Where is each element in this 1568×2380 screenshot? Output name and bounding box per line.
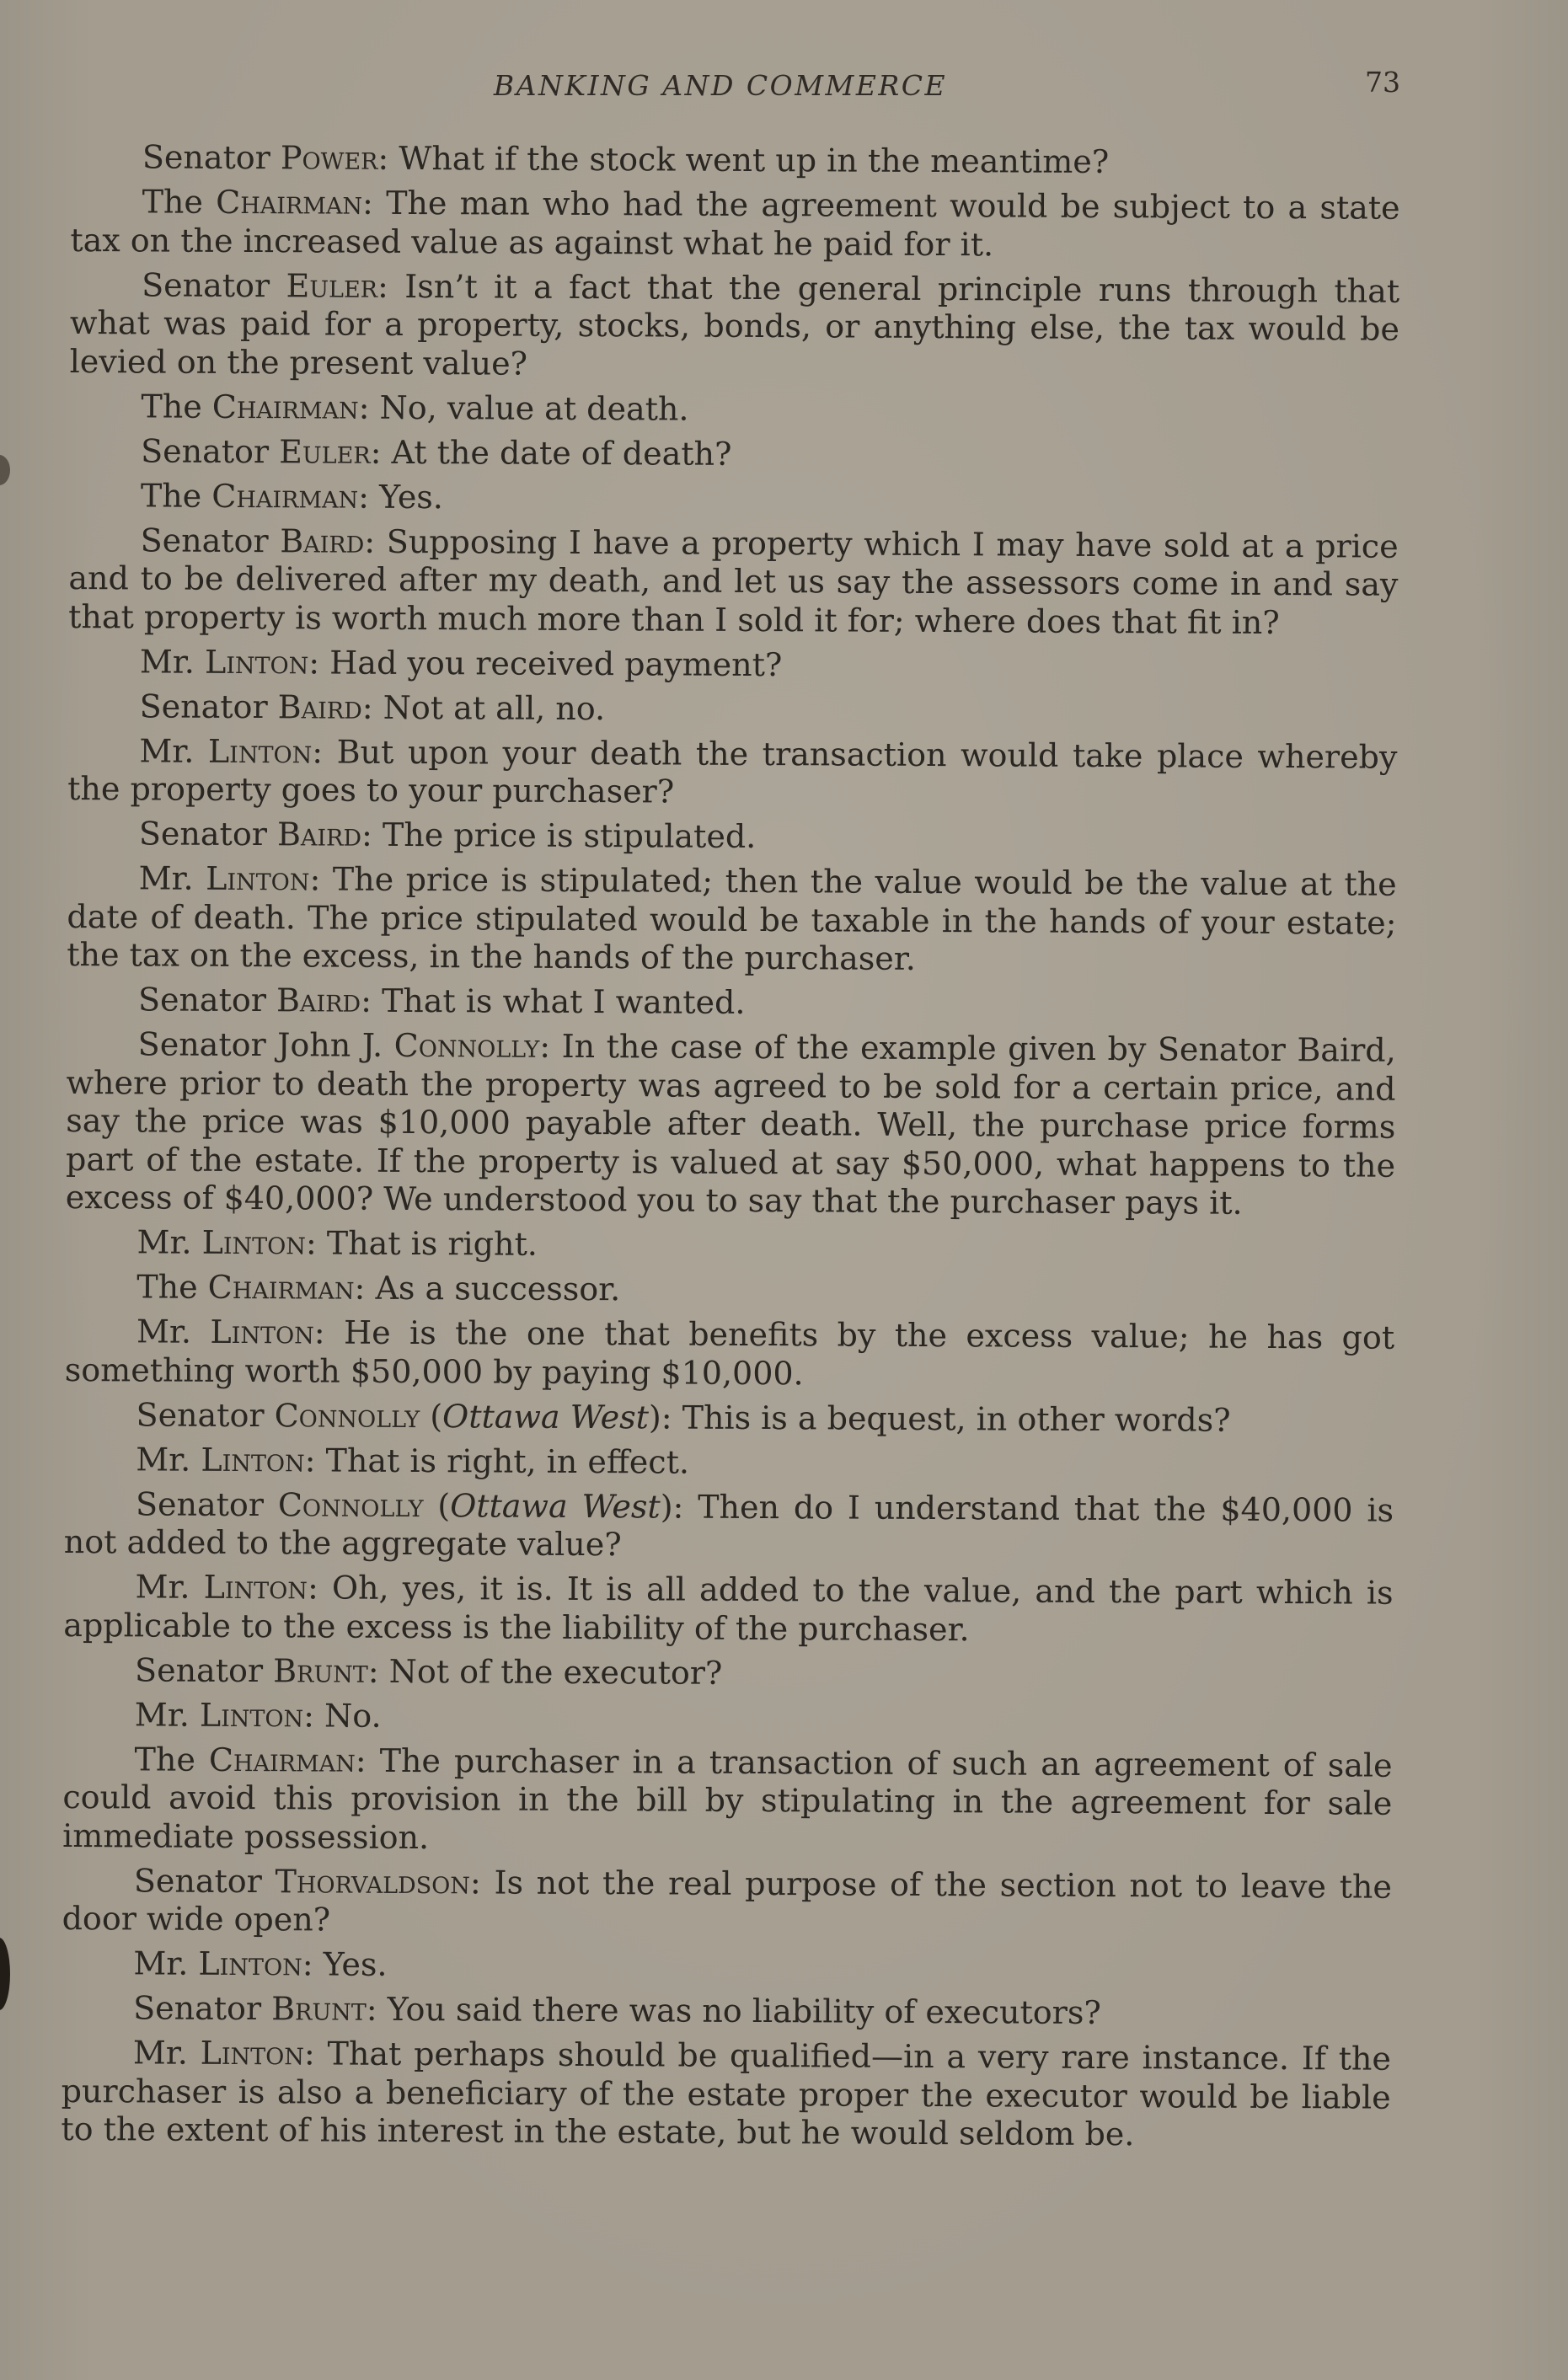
speaker-colon: : xyxy=(354,1269,366,1307)
transcript-paragraph xyxy=(65,1223,1394,1268)
speaker-name: Baird xyxy=(280,521,365,560)
speaker-name: Chairman xyxy=(207,1268,355,1307)
speaker-name: Power xyxy=(280,139,378,177)
speech-text: The purchaser in a transaction of such an agreement of sale could avoid this provision in the bill by stipulating in the agreement for sale immediate possession. xyxy=(62,1741,1393,1856)
transcript-paragraph xyxy=(62,1989,1391,2034)
transcript-paragraph xyxy=(63,1650,1393,1695)
speech-text: Had you received payment? xyxy=(319,643,783,683)
speech-text: As a successor. xyxy=(365,1269,621,1308)
transcript-paragraph xyxy=(68,687,1398,731)
speaker-colon: : xyxy=(367,1652,379,1690)
speaker-colon: : xyxy=(313,1313,325,1351)
speaker-title: Mr. xyxy=(136,1223,202,1261)
speech-text: Is not the real purpose of the section not to leave the door wide open? xyxy=(62,1863,1392,1939)
speaker-constituency: Ottawa West xyxy=(442,1397,650,1436)
speaker-name: Linton xyxy=(201,1441,305,1479)
speaker-title: The xyxy=(142,183,217,221)
transcript-paragraph xyxy=(62,1861,1392,1944)
speaker-name: Euler xyxy=(286,266,378,305)
speaker-title: Mr. xyxy=(136,1313,211,1350)
speech-text: That perhaps should be qualified—in a very rare instance. If the purchaser is also a beneficiary of the estate proper the executor would be liable to the extent of his interest in the estate, but he would seldom be. xyxy=(61,2035,1392,2153)
running-head: BANKING AND COMMERCE xyxy=(493,69,948,102)
speaker-colon: : xyxy=(361,688,373,726)
speaker-colon: : xyxy=(358,478,370,516)
speech-text: That is what I wanted. xyxy=(371,981,746,1021)
speech-text: At the date of death? xyxy=(381,433,732,473)
speaker-name: Baird xyxy=(276,816,362,853)
transcript-paragraph xyxy=(62,1944,1391,1989)
speaker-name: Linton xyxy=(207,732,313,770)
speaker-name: Baird xyxy=(277,687,362,726)
speaker-name: Chairman xyxy=(216,183,363,222)
speech-text: You said there was no liability of executors? xyxy=(377,1990,1101,2032)
transcript-paragraph xyxy=(69,387,1399,431)
page-number: 73 xyxy=(1365,66,1400,99)
transcript-paragraph xyxy=(65,1268,1394,1313)
speaker-title: Senator xyxy=(142,138,281,177)
speaker-name: Chairman xyxy=(211,477,359,516)
speaker-name: Linton xyxy=(201,1223,307,1262)
transcript-paragraph xyxy=(68,642,1398,687)
speaker-colon: : xyxy=(377,267,388,305)
speaker-title: Senator xyxy=(138,815,278,853)
transcript-paragraph: Senator Connolly (Ottawa West): This is a bequest, in other words? xyxy=(136,1395,1231,1439)
transcript-paragraph xyxy=(68,521,1399,642)
binding-mark-bottom xyxy=(0,1938,10,2010)
speaker-colon: : xyxy=(661,1398,672,1436)
speaker-title: Senator xyxy=(142,265,286,304)
speaker-title: Senator xyxy=(133,1989,272,2028)
speaker-colon: : xyxy=(361,981,372,1019)
speaker-name: Chairman xyxy=(208,1741,356,1779)
speaker-name: Baird xyxy=(276,981,361,1019)
speech-text: Not of the executor? xyxy=(378,1652,723,1692)
speech-text: That is right. xyxy=(316,1224,538,1263)
speaker-title: Senator xyxy=(137,981,277,1019)
speaker-title: Mr. xyxy=(139,642,206,681)
speaker-title: Senator xyxy=(133,1861,276,1900)
transcript-paragraph xyxy=(70,183,1399,266)
speaker-name: Linton xyxy=(210,1313,314,1351)
speaker-title: Mr. xyxy=(134,1695,201,1734)
speaker-title: The xyxy=(140,476,212,515)
speaker-title: The xyxy=(136,1268,208,1306)
speaker-name: Linton xyxy=(200,2034,305,2072)
speech-text: The man who had the agreement would be subject to a state tax on the increased value as against what he paid for it. xyxy=(70,184,1400,263)
transcript-paragraph xyxy=(67,815,1397,859)
speaker-colon: : xyxy=(539,1027,551,1065)
speaker-constituency: Ottawa West xyxy=(450,1486,661,1525)
speaker-colon: : xyxy=(364,522,376,560)
speaker-name: Thorvaldson xyxy=(275,1862,471,1901)
speaker-colon: : xyxy=(469,1863,481,1901)
speaker-title: Senator John J. xyxy=(137,1025,394,1064)
speaker-title: The xyxy=(141,387,212,425)
speaker-name: Brunt xyxy=(271,1990,367,2028)
speech-text: The price is stipulated. xyxy=(372,816,757,855)
speaker-name: Linton xyxy=(203,1568,308,1607)
transcript-paragraph xyxy=(67,981,1396,1025)
page-header xyxy=(67,66,1424,108)
speech-text: The price is stipulated; then the value would be the value at the date of death. The price stipulated would be taxable in the hands of your estate; the tax on the excess, in the hands of the purchaser. xyxy=(67,860,1397,977)
speaker-colon: : xyxy=(307,1569,318,1607)
speaker-title: Mr. xyxy=(136,1440,201,1479)
speech-text: What if the stock went up in the meantime? xyxy=(388,139,1110,181)
speaker-colon: : xyxy=(309,860,321,898)
speech-text: But upon your death the transaction would take place whereby the property goes to your purchaser? xyxy=(67,732,1398,810)
transcript-paragraph xyxy=(62,1740,1393,1861)
speaker-title: Mr. xyxy=(135,1568,204,1606)
speaker-name: Linton xyxy=(199,1696,304,1734)
speaker-title: Mr. xyxy=(133,1944,199,1982)
transcript-paragraph xyxy=(69,476,1399,521)
speaker-colon: : xyxy=(355,1741,367,1779)
speech-text: In the case of the example given by Senator Baird, where prior to death the property was agreed to be sold for a certain price, and say the price was $10,000 payable after death. Well, the purchase price forms part of the estate. If the property is valued at say $50,000, what happens to the excess of $40,000? We understood you to say that the purchaser pays it. xyxy=(65,1027,1396,1222)
transcript-paragraph xyxy=(69,431,1399,476)
speech-text: Oh, yes, it is. It is all added to the value, and the part which is applicable to the excess is the liability of the purchaser. xyxy=(63,1569,1394,1648)
speaker-title: Senator xyxy=(135,1650,274,1689)
speaker-colon: : xyxy=(361,816,373,853)
speaker-title: Senator xyxy=(136,1395,275,1434)
speaker-colon: : xyxy=(303,1696,315,1734)
transcript-body xyxy=(61,138,1400,2162)
transcript-paragraph: Senator Connolly (Ottawa West): Then do I understand that the $40,000 is not added to the aggregate value? xyxy=(63,1484,1394,1564)
speaker-colon: : xyxy=(302,1945,313,1983)
transcript-paragraph xyxy=(63,1568,1393,1651)
speaker-colon: : xyxy=(370,433,382,471)
transcript-paragraph xyxy=(65,1313,1394,1396)
speaker-title: Mr. xyxy=(138,859,206,897)
speaker-name: Connolly xyxy=(277,1485,424,1524)
speaker-title: Mr. xyxy=(139,731,209,770)
transcript-paragraph xyxy=(70,265,1400,387)
speaker-title: Senator xyxy=(140,521,281,559)
speaker-name: Chairman xyxy=(211,388,359,426)
speaker-name: Euler xyxy=(279,432,371,471)
speech-text: That is right, in effect. xyxy=(315,1441,690,1481)
speaker-title: Senator xyxy=(141,431,280,470)
speech-text: Isn’t it a fact that the general principle runs through that what was paid for a property, stocks, bonds, or anything else, the tax would be levied on the present value? xyxy=(69,267,1400,382)
speaker-title: Mr. xyxy=(132,2034,201,2072)
speaker-colon: : xyxy=(308,643,320,681)
speech-text: Then do I understand that the $40,000 is not added to the aggregate value? xyxy=(63,1488,1394,1564)
binding-mark-top xyxy=(0,455,10,485)
speech-text: No, value at death. xyxy=(369,388,689,428)
speaker-colon: : xyxy=(305,1224,317,1262)
speaker-colon: : xyxy=(361,184,374,222)
speaker-title: Senator xyxy=(135,1484,279,1523)
speech-text: No. xyxy=(313,1696,382,1735)
transcript-paragraph xyxy=(63,1695,1393,1740)
speech-text: Not at all, no. xyxy=(372,688,606,727)
speaker-name: Linton xyxy=(198,1944,302,1983)
speaker-name: Linton xyxy=(206,859,310,898)
speaker-colon: : xyxy=(358,388,370,426)
speaker-title: Senator xyxy=(139,687,278,725)
speech-text: This is a bequest, in other words? xyxy=(672,1399,1231,1439)
transcript-paragraph xyxy=(71,138,1400,183)
speaker-colon: : xyxy=(377,139,389,177)
transcript-paragraph xyxy=(67,731,1397,815)
transcript-paragraph xyxy=(66,1025,1396,1223)
speaker-title: The xyxy=(134,1740,210,1778)
speaker-name: Brunt xyxy=(273,1651,368,1690)
speaker-colon: : xyxy=(304,1441,316,1479)
speaker-colon: : xyxy=(366,1990,377,2028)
transcript-paragraph xyxy=(61,2034,1391,2155)
speaker-colon: : xyxy=(312,732,324,770)
transcript-paragraph xyxy=(67,859,1397,981)
speech-text: Yes. xyxy=(368,478,444,516)
speech-text: Supposing I have a property which I may have sold at a price and to be delivered after my death, and let us say the assessors come in and say that property is worth much more than I sold it for; where does that fit in? xyxy=(68,522,1399,641)
speech-text: Yes. xyxy=(313,1945,388,1983)
speech-text: He is the one that benefits by the excess value; he has got something worth $50,000 by paying $10,000. xyxy=(64,1313,1395,1392)
speaker-name: Linton xyxy=(204,643,309,681)
speaker-name: Connolly xyxy=(274,1396,420,1435)
speaker-name: Connolly xyxy=(393,1026,540,1065)
speaker-colon: : xyxy=(303,2035,315,2072)
transcript-paragraph xyxy=(64,1440,1394,1484)
speaker-colon: : xyxy=(672,1488,684,1526)
